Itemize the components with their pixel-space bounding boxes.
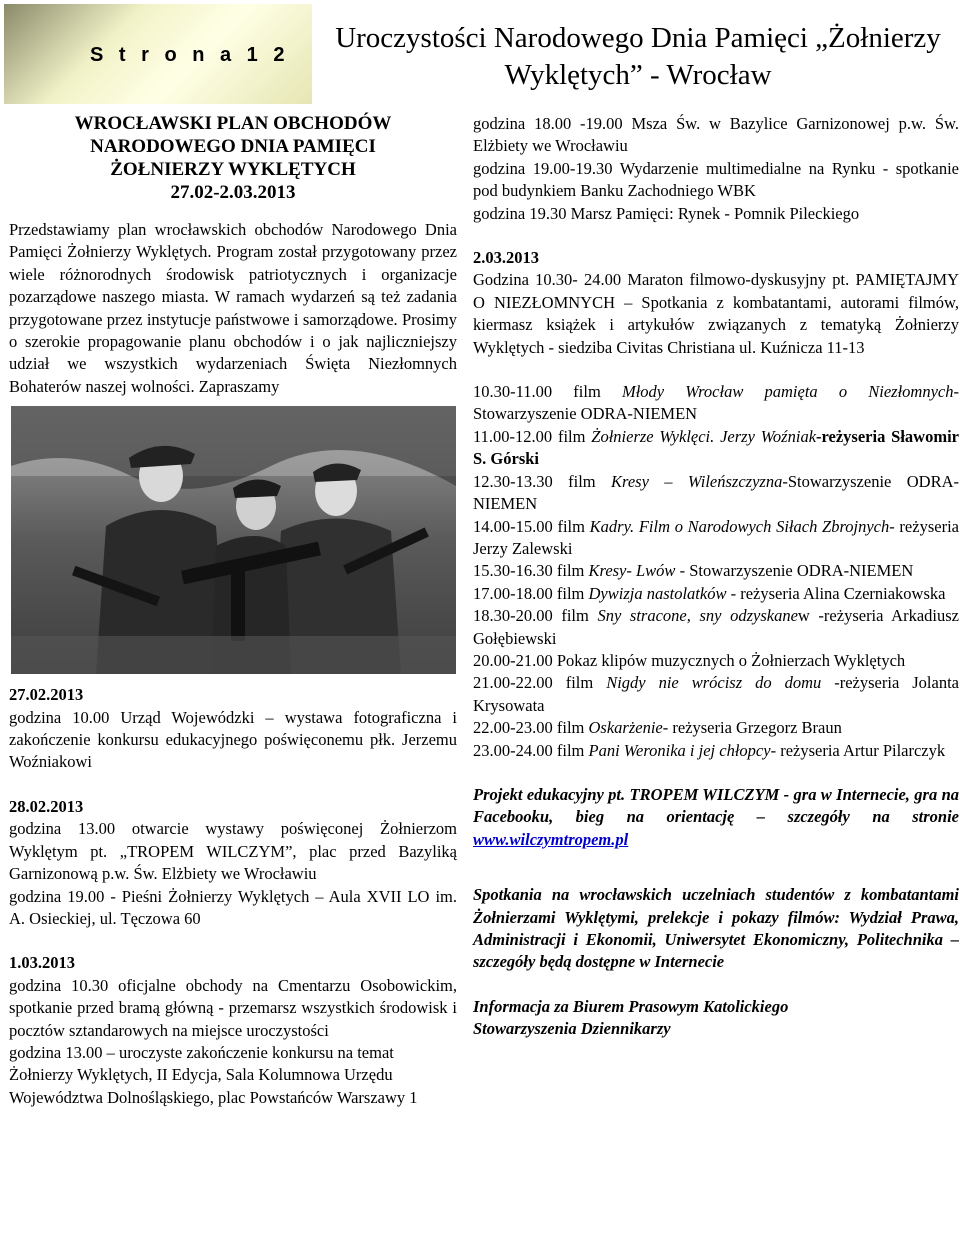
soldiers-photo-image	[11, 406, 456, 674]
film-item: 18.30-20.00 film Sny stracone, sny odzyskanew -reżyseria Arkadiusz Gołębiewski	[473, 606, 959, 648]
event-item: godzina 10.30 oficjalne obchody na Cmentarzu Osobowickim, spotkanie przed bramą główną - przemarsz wszystkich środowisk i pocztów sztandarowych na miejsce uroczystości	[9, 975, 457, 1040]
left-column	[9, 112, 457, 1109]
plan-title-line: NARODOWEGO DNIA PAMIĘCI	[90, 136, 376, 157]
event-item: godzina 13.00 – uroczyste zakończenie konkursu na temat Żołnierzy Wyklętych, II Edycja, Sala Kolumnowa Urzędu Województwa Dolnośląskiego, plac Powstańców Warszawy 1	[9, 1042, 418, 1107]
historical-photo	[11, 406, 456, 674]
film-item: 23.00-24.00 film Pani Weronika i jej chłopcy- reżyseria Artur Pilarczyk	[473, 740, 946, 760]
event-item: Godzina 10.30- 24.00 Maraton filmowo-dyskusyjny pt. PAMIĘTAJMY O NIEZŁOMNYCH – Spotkania z kombatantami, autorami filmów, kiermasz książek i artykułów związanych z tematyką Żołnierzy Wyklętych - siedziba Civitas Christiana ul. Kuźnicza 11-13	[473, 270, 959, 357]
plan-title-line: ŻOŁNIERZY WYKLĘTYCH	[110, 159, 356, 180]
film-item: 14.00-15.00 film Kadry. Film o Narodowych Siłach Zbrojnych- reżyseria Jerzy Zalewski	[473, 516, 959, 558]
plan-title-line: WROCŁAWSKI PLAN OBCHODÓW	[74, 113, 392, 134]
event-item: godzina 18.00 -19.00 Msza Św. w Bazylice Garnizonowej p.w. Św. Elżbiety we Wrocławiu	[473, 114, 959, 156]
date-heading: 2.03.2013	[473, 248, 539, 268]
film-item: 12.30-13.30 film Kresy – Wileńszczyzna-Stowarzyszenie ODRA-NIEMEN	[473, 471, 959, 514]
right-column	[473, 113, 959, 1041]
film-item: 17.00-18.00 film Dywizja nastolatków - reżyseria Alina Czerniakowska	[473, 583, 946, 603]
film-item: 15.30-16.30 film Kresy- Lwów - Stowarzyszenie ODRA-NIEMEN	[473, 561, 914, 581]
film-item: 11.00-12.00 film Żołnierze Wyklęci. Jerzy Woźniak-reżyseria Sławomir S. Górski	[473, 426, 959, 469]
info-line: Informacja za Biurem Prasowym Katolickiego	[473, 996, 789, 1016]
event-item: godzina 13.00 otwarcie wystawy poświęconej Żołnierzom Wyklętym pt. „TROPEM WILCZYM”, plac przed Bazyliką Garnizonową p.w. Św. Elżbiety we Wrocławiu	[9, 819, 457, 884]
film-item: 22.00-23.00 film Oskarżenie- reżyseria Grzegorz Braun	[473, 718, 842, 738]
event-item: godzina 10.00 Urząd Wojewódzki – wystawa fotograficzna i zakończenie konkursu edukacyjnego poświęconemu płk. Jerzemu Woźniakowi	[9, 707, 457, 772]
plan-title-dates: 27.02-2.03.2013	[170, 182, 296, 203]
film-item: 10.30-11.00 film Młody Wrocław pamięta o Niezłomnych-Stowarzyszenie ODRA-NIEMEN	[473, 382, 959, 424]
date-heading: 1.03.2013	[9, 953, 75, 973]
film-item: 21.00-22.00 film Nigdy nie wrócisz do domu -reżyseria Jolanta Krysowata	[473, 673, 959, 715]
event-item: godzina 19.00 - Pieśni Żołnierzy Wyklętych – Aula XVII LO im. A. Osieckiej, ul. Tęczowa 60	[9, 886, 457, 928]
project-link[interactable]: www.wilczymtropem.pl	[473, 829, 629, 849]
page-number-tab	[4, 4, 312, 104]
page-number: S t r o n a 1 2	[90, 44, 290, 66]
plan-title	[9, 112, 457, 204]
film-item: 20.00-21.00 Pokaz klipów muzycznych o Żołnierzach Wyklętych	[473, 650, 906, 670]
page-title: Uroczystości Narodowego Dnia Pamięci „Żołnierzy Wyklętych” - Wrocław	[335, 22, 941, 91]
intro-paragraph: Przedstawiamy plan wrocławskich obchodów Narodowego Dnia Pamięci Żołnierzy Wyklętych. Program został przygotowany przez wiele różnorodnych środowisk patriotycznych i organizacje pozarządowe naszego miasta. W ramach wydarzeń są też zadania przygotowane przez instytucje państwowe i samorządowe. Prosimy o szerokie propagowanie planu obchodów i o jak najliczniejszy udział we wszystkich wydarzeniach Święta Niezłomnych Bohaterów naszej wolności. Zapraszamy	[9, 220, 457, 396]
meetings-paragraph: Spotkania na wrocławskich uczelniach studentów z kombatantami Żołnierzami Wyklętymi, prelekcje i pokazy filmów: Wydział Prawa, Administracji i Ekonomii, Uniwersytet Ekonomiczny, Politechnika – szczegóły będą dostępne w Internecie	[473, 885, 959, 972]
event-item: godzina 19.30 Marsz Pamięci: Rynek - Pomnik Pileckiego	[473, 203, 860, 223]
project-paragraph: Projekt edukacyjny pt. TROPEM WILCZYM - gra w Internecie, gra na Facebooku, bieg na orientację – szczegóły na stronie www.wilczymtropem.pl	[473, 784, 959, 849]
info-line: Stowarzyszenia Dziennikarzy	[473, 1019, 671, 1039]
event-item: godzina 19.00-19.30 Wydarzenie multimedialne na Rynku - spotkanie pod budynkiem Banku Zachodniego WBK	[473, 158, 959, 201]
date-heading: 27.02.2013	[9, 685, 84, 705]
date-heading: 28.02.2013	[9, 796, 84, 816]
